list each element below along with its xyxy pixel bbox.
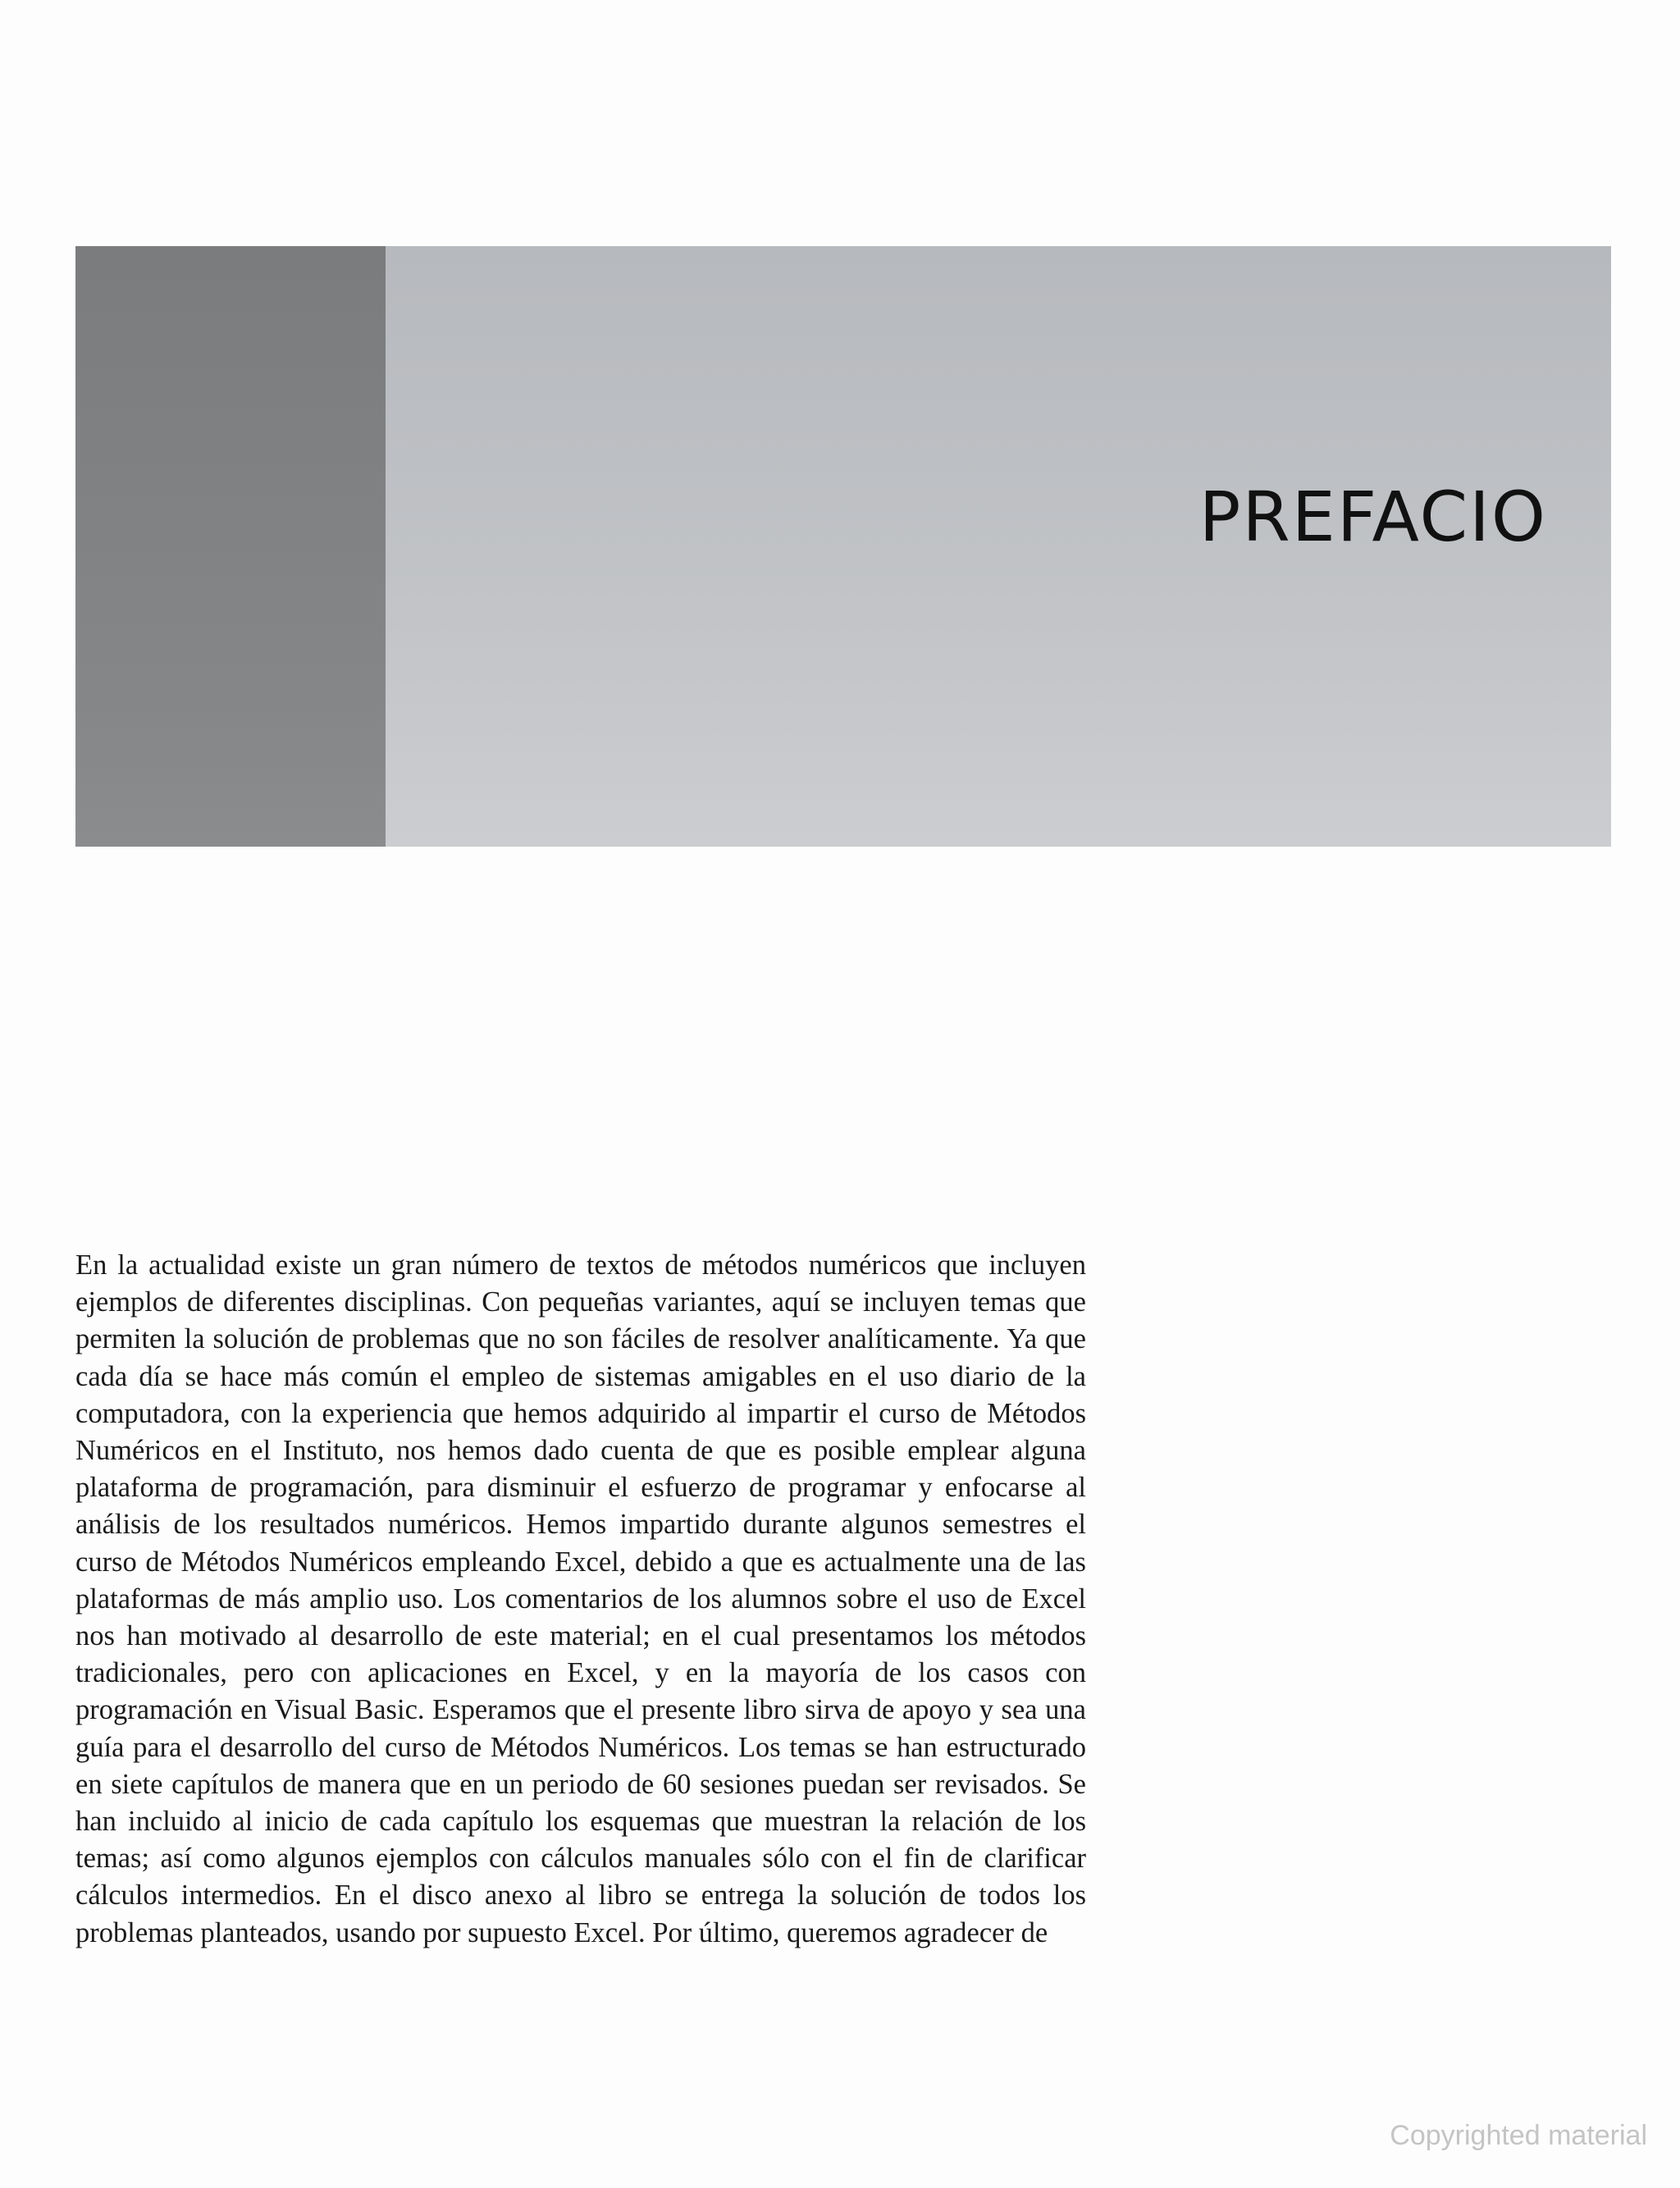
chapter-banner [75,246,1611,847]
copyright-watermark: Copyrighted material [1390,2120,1647,2151]
chapter-banner-dark-block [75,246,386,847]
preface-paragraph: En la actualidad existe un gran número de textos de métodos numéricos que incluyen ejemplos de diferentes disciplinas. Con pequeñas variantes, aquí se incluyen temas que permiten la solución de problemas que no son fáciles de resolver analíticamente. Ya que cada día se hace más común el empleo de sistemas amigables en el uso diario de la computadora, con la experiencia que hemos adquirido al impartir el curso de Métodos Numéricos en el Instituto, nos hemos dado cuenta de que es posible emplear alguna plataforma de programación, para disminuir el esfuerzo de programar y enfocarse al análisis de los resultados numéricos. Hemos impartido durante algunos semestres el curso de Métodos Numéricos empleando Excel, debido a que es actualmente una de las plataformas de más amplio uso. Los comentarios de los alumnos sobre el uso de Excel nos han motivado al desarrollo de este material; en el cual presentamos los métodos tradicionales, pero con aplicaciones en Excel, y en la mayoría de los casos con programación en Visual Basic. Esperamos que el presente libro sirva de apoyo y sea una guía para el desarrollo del curso de Métodos Numéricos. Los temas se han estructurado en siete capítulos de manera que en un periodo de 60 sesiones puedan ser revisados. Se han incluido al inicio de cada capítulo los esquemas que muestran la relación de los temas; así como algunos ejemplos con cálculos manuales sólo con el fin de clarificar cálculos intermedios. En el disco anexo al libro se entrega la solución de todos los problemas planteados, usando por supuesto Excel. Por último, queremos agradecer de [75,1249,1086,1948]
chapter-title: PREFACIO [1198,477,1547,557]
